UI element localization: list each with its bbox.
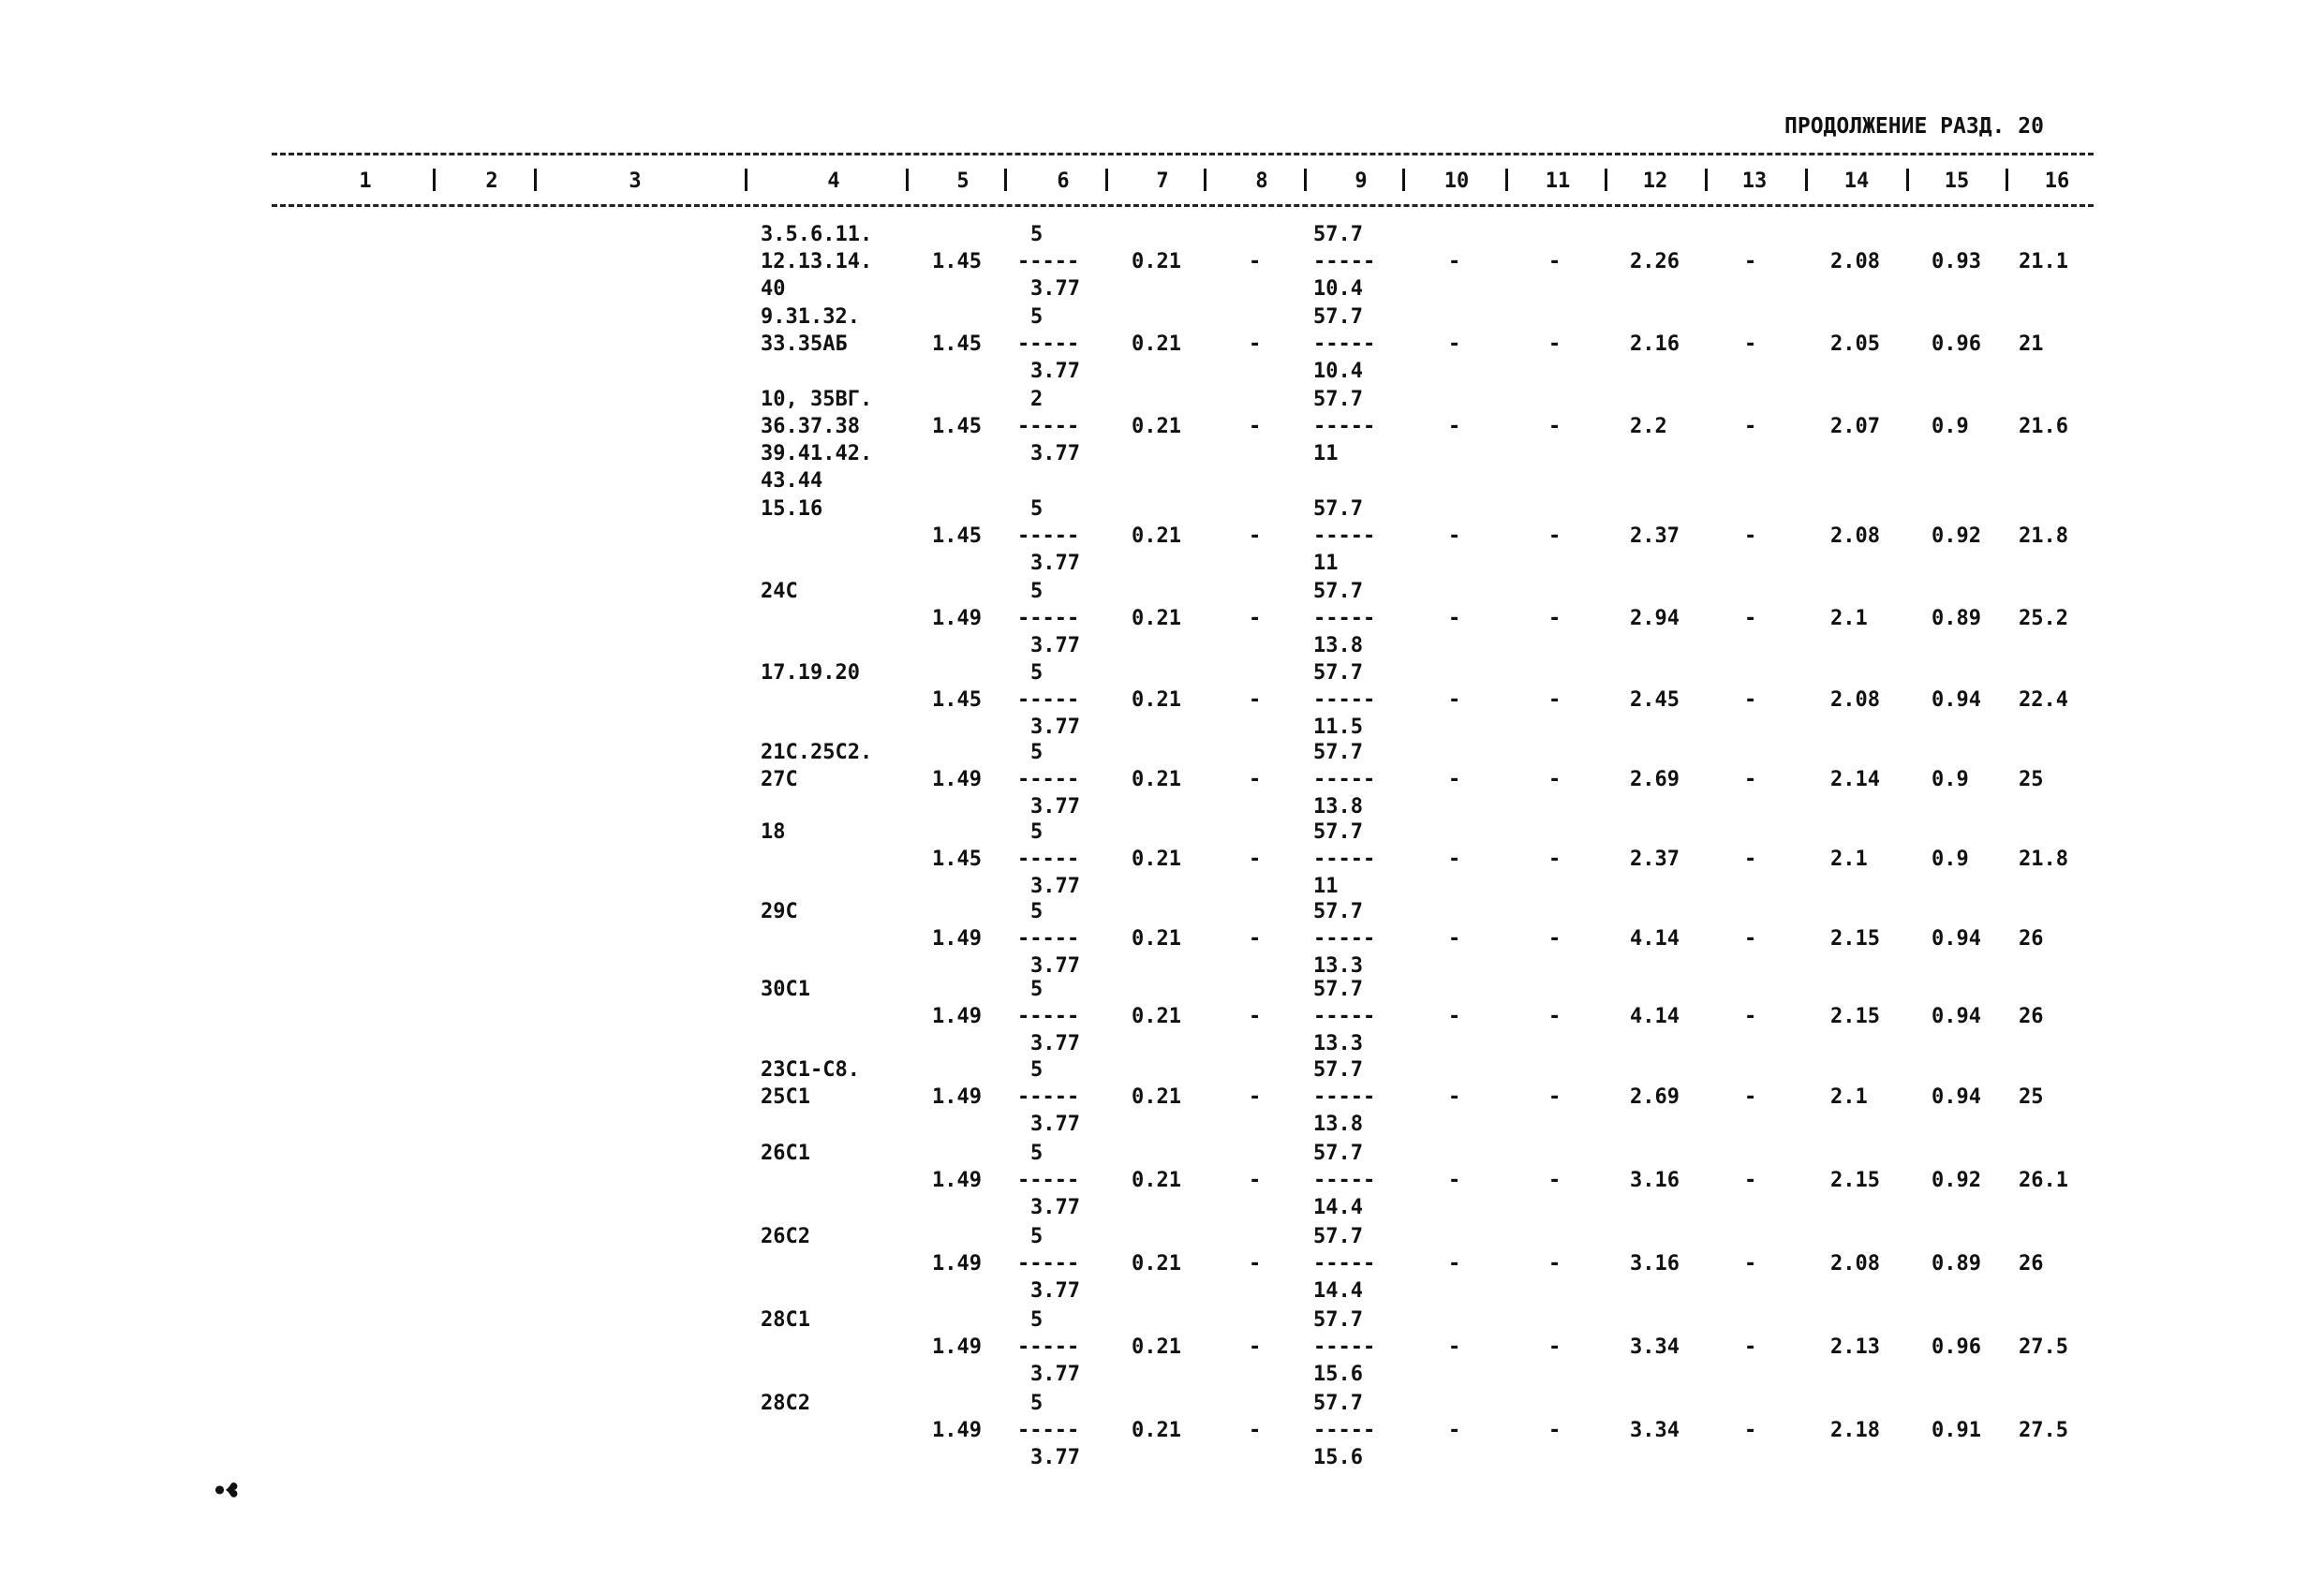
cell-col6-fraction-bar: ----- xyxy=(1017,1335,1080,1359)
column-header-6: 6 xyxy=(1057,170,1070,193)
cell-col10: - xyxy=(1448,688,1461,712)
cell-col11: - xyxy=(1548,927,1562,951)
cell-col16: 26.1 xyxy=(2019,1169,2068,1192)
cell-col16: 26 xyxy=(2019,1005,2044,1028)
cell-col7: 0.21 xyxy=(1132,415,1181,438)
cell-col16: 21.8 xyxy=(2019,848,2068,871)
cell-col4-line: 43.44 xyxy=(761,469,823,493)
cell-col16: 21 xyxy=(2019,332,2044,356)
cell-col9-numerator: 57.7 xyxy=(1313,497,1363,521)
cell-col9-numerator: 57.7 xyxy=(1313,1225,1363,1248)
column-separator xyxy=(745,169,748,191)
cell-col13: - xyxy=(1744,848,1757,871)
cell-col14: 2.15 xyxy=(1830,1005,1880,1028)
cell-col16: 21.8 xyxy=(2019,524,2068,548)
cell-col9-numerator: 57.7 xyxy=(1313,978,1363,1001)
cell-col6-fraction-bar: ----- xyxy=(1017,768,1080,791)
cell-col6-fraction-bar: ----- xyxy=(1017,607,1080,630)
column-header-12: 12 xyxy=(1642,170,1668,193)
cell-col10: - xyxy=(1448,524,1461,548)
column-header-1: 1 xyxy=(359,170,372,193)
column-separator xyxy=(2006,169,2008,191)
cell-col5: 1.45 xyxy=(932,848,982,871)
cell-col10: - xyxy=(1448,1252,1461,1276)
cell-col7: 0.21 xyxy=(1132,1169,1181,1192)
column-header-4: 4 xyxy=(827,170,840,193)
cell-col13: - xyxy=(1744,415,1757,438)
cell-col9-fraction-bar: ----- xyxy=(1313,1085,1376,1109)
cell-col6-denominator: 3.77 xyxy=(1030,1196,1080,1219)
cell-col9-fraction-bar: ----- xyxy=(1313,927,1376,951)
cell-col6-fraction-bar: ----- xyxy=(1017,1005,1080,1028)
cell-col8: - xyxy=(1249,1005,1262,1028)
cell-col5: 1.49 xyxy=(932,1005,982,1028)
cell-col9-numerator: 57.7 xyxy=(1313,305,1363,329)
cell-col11: - xyxy=(1548,1252,1562,1276)
cell-col9-denominator: 14.4 xyxy=(1313,1196,1363,1219)
cell-col4-line: 40 xyxy=(761,277,786,301)
cell-col6-numerator: 5 xyxy=(1030,223,1044,246)
cell-col6-numerator: 5 xyxy=(1030,497,1044,521)
column-separator xyxy=(906,169,909,191)
cell-col15: 0.94 xyxy=(1932,1085,1981,1109)
cell-col9-fraction-bar: ----- xyxy=(1313,415,1376,438)
column-separator xyxy=(1304,169,1307,191)
column-header-9: 9 xyxy=(1354,170,1368,193)
cell-col9-denominator: 11 xyxy=(1313,552,1339,575)
column-separator xyxy=(1805,169,1808,191)
cell-col9-denominator: 13.8 xyxy=(1313,795,1363,819)
column-header-7: 7 xyxy=(1156,170,1169,193)
cell-col6-numerator: 5 xyxy=(1030,580,1044,603)
cell-col12: 2.16 xyxy=(1630,332,1680,356)
cell-col7: 0.21 xyxy=(1132,250,1181,273)
column-separator xyxy=(1204,169,1206,191)
cell-col6-fraction-bar: ----- xyxy=(1017,927,1080,951)
cell-col8: - xyxy=(1249,415,1262,438)
cell-col14: 2.13 xyxy=(1830,1335,1880,1359)
cell-col10: - xyxy=(1448,927,1461,951)
cell-col5: 1.45 xyxy=(932,524,982,548)
cell-col9-denominator: 10.4 xyxy=(1313,277,1363,301)
cell-col5: 1.49 xyxy=(932,1335,982,1359)
cell-col15: 0.92 xyxy=(1932,524,1981,548)
cell-col5: 1.49 xyxy=(932,1419,982,1442)
cell-col4-line: 12.13.14. xyxy=(761,250,873,273)
cell-col8: - xyxy=(1249,848,1262,871)
column-header-13: 13 xyxy=(1741,170,1768,193)
cell-col6-numerator: 5 xyxy=(1030,1058,1044,1082)
cell-col9-fraction-bar: ----- xyxy=(1313,1419,1376,1442)
cell-col11: - xyxy=(1548,607,1562,630)
column-separator xyxy=(1505,169,1508,191)
cell-col6-numerator: 5 xyxy=(1030,305,1044,329)
cell-col8: - xyxy=(1249,688,1262,712)
cell-col10: - xyxy=(1448,848,1461,871)
cell-col14: 2.15 xyxy=(1830,1169,1880,1192)
cell-col6-fraction-bar: ----- xyxy=(1017,1169,1080,1192)
cell-col6-fraction-bar: ----- xyxy=(1017,1252,1080,1276)
cell-col6-numerator: 5 xyxy=(1030,978,1044,1001)
cell-col8: - xyxy=(1249,607,1262,630)
cell-col8: - xyxy=(1249,927,1262,951)
cell-col5: 1.49 xyxy=(932,927,982,951)
cell-col6-numerator: 5 xyxy=(1030,661,1044,685)
cell-col13: - xyxy=(1744,1335,1757,1359)
cell-col14: 2.08 xyxy=(1830,1252,1880,1276)
cell-col7: 0.21 xyxy=(1132,848,1181,871)
cell-col8: - xyxy=(1249,1252,1262,1276)
column-separator xyxy=(534,169,537,191)
cell-col14: 2.1 xyxy=(1830,607,1868,630)
cell-col13: - xyxy=(1744,1005,1757,1028)
cell-col7: 0.21 xyxy=(1132,768,1181,791)
cell-col6-numerator: 5 xyxy=(1030,900,1044,923)
cell-col5: 1.45 xyxy=(932,688,982,712)
cell-col14: 2.1 xyxy=(1830,1085,1868,1109)
cell-col12: 4.14 xyxy=(1630,927,1680,951)
cell-col12: 2.69 xyxy=(1630,768,1680,791)
cell-col7: 0.21 xyxy=(1132,1252,1181,1276)
cell-col15: 0.9 xyxy=(1932,848,1969,871)
cell-col4-line: 24С xyxy=(761,580,798,603)
cell-col7: 0.21 xyxy=(1132,607,1181,630)
cell-col6-numerator: 5 xyxy=(1030,1392,1044,1415)
cell-col11: - xyxy=(1548,332,1562,356)
cell-col4-line: 28С1 xyxy=(761,1308,810,1332)
cell-col7: 0.21 xyxy=(1132,332,1181,356)
cell-col9-denominator: 11.5 xyxy=(1313,715,1363,739)
cell-col11: - xyxy=(1548,1085,1562,1109)
cell-col12: 2.94 xyxy=(1630,607,1680,630)
cell-col12: 3.16 xyxy=(1630,1252,1680,1276)
cell-col15: 0.9 xyxy=(1932,768,1969,791)
cell-col5: 1.45 xyxy=(932,250,982,273)
cell-col9-denominator: 13.8 xyxy=(1313,1113,1363,1136)
cell-col9-numerator: 57.7 xyxy=(1313,820,1363,844)
cell-col4-line: 26С2 xyxy=(761,1225,810,1248)
cell-col13: - xyxy=(1744,524,1757,548)
cell-col9-denominator: 15.6 xyxy=(1313,1363,1363,1386)
cell-col16: 21.1 xyxy=(2019,250,2068,273)
cell-col10: - xyxy=(1448,1335,1461,1359)
column-header-3: 3 xyxy=(629,170,642,193)
cell-col9-fraction-bar: ----- xyxy=(1313,524,1376,548)
cell-col10: - xyxy=(1448,1085,1461,1109)
cell-col16: 25 xyxy=(2019,768,2044,791)
cell-col11: - xyxy=(1548,1169,1562,1192)
cell-col5: 1.49 xyxy=(932,607,982,630)
cell-col9-denominator: 15.6 xyxy=(1313,1446,1363,1469)
cell-col15: 0.89 xyxy=(1932,1252,1981,1276)
cell-col7: 0.21 xyxy=(1132,1085,1181,1109)
cell-col15: 0.93 xyxy=(1932,250,1981,273)
cell-col6-denominator: 3.77 xyxy=(1030,360,1080,383)
cell-col6-denominator: 3.77 xyxy=(1030,1032,1080,1055)
cell-col13: - xyxy=(1744,1252,1757,1276)
cell-col16: 21.6 xyxy=(2019,415,2068,438)
cell-col8: - xyxy=(1249,1169,1262,1192)
cell-col4-line: 27С xyxy=(761,768,798,791)
cell-col15: 0.89 xyxy=(1932,607,1981,630)
cell-col11: - xyxy=(1548,250,1562,273)
cell-col9-fraction-bar: ----- xyxy=(1313,688,1376,712)
column-header-16: 16 xyxy=(2044,170,2070,193)
cell-col14: 2.08 xyxy=(1830,524,1880,548)
cell-col6-denominator: 3.77 xyxy=(1030,277,1080,301)
cell-col9-fraction-bar: ----- xyxy=(1313,332,1376,356)
cell-col10: - xyxy=(1448,250,1461,273)
column-header-10: 10 xyxy=(1443,170,1470,193)
cell-col8: - xyxy=(1249,1085,1262,1109)
cell-col12: 2.37 xyxy=(1630,848,1680,871)
cell-col6-numerator: 5 xyxy=(1030,820,1044,844)
cell-col13: - xyxy=(1744,688,1757,712)
column-header-11: 11 xyxy=(1545,170,1571,193)
cell-col4-line: 26С1 xyxy=(761,1142,810,1165)
cell-col6-numerator: 5 xyxy=(1030,1225,1044,1248)
cell-col5: 1.45 xyxy=(932,332,982,356)
cell-col10: - xyxy=(1448,1005,1461,1028)
cell-col12: 2.37 xyxy=(1630,524,1680,548)
cell-col5: 1.49 xyxy=(932,1252,982,1276)
cell-col14: 2.05 xyxy=(1830,332,1880,356)
cell-col6-denominator: 3.77 xyxy=(1030,795,1080,819)
cell-col9-fraction-bar: ----- xyxy=(1313,1005,1376,1028)
cell-col9-numerator: 57.7 xyxy=(1313,1058,1363,1082)
column-separator xyxy=(1105,169,1108,191)
cell-col6-numerator: 5 xyxy=(1030,1142,1044,1165)
column-header-14: 14 xyxy=(1843,170,1870,193)
cell-col16: 26 xyxy=(2019,1252,2044,1276)
cell-col15: 0.96 xyxy=(1932,332,1981,356)
cell-col12: 2.45 xyxy=(1630,688,1680,712)
cell-col7: 0.21 xyxy=(1132,927,1181,951)
cell-col13: - xyxy=(1744,1169,1757,1192)
cell-col9-fraction-bar: ----- xyxy=(1313,1252,1376,1276)
cell-col6-denominator: 3.77 xyxy=(1030,1279,1080,1303)
cell-col13: - xyxy=(1744,768,1757,791)
cell-col9-denominator: 11 xyxy=(1313,875,1339,898)
cell-col13: - xyxy=(1744,1085,1757,1109)
cell-col6-denominator: 3.77 xyxy=(1030,1113,1080,1136)
cell-col6-fraction-bar: ----- xyxy=(1017,1419,1080,1442)
column-header-2: 2 xyxy=(485,170,498,193)
cell-col8: - xyxy=(1249,1335,1262,1359)
cell-col7: 0.21 xyxy=(1132,688,1181,712)
cell-col4-line: 23С1-С8. xyxy=(761,1058,860,1082)
cell-col6-denominator: 3.77 xyxy=(1030,442,1080,465)
column-separator xyxy=(1705,169,1708,191)
cell-col4-line: 29С xyxy=(761,900,798,923)
cell-col6-denominator: 3.77 xyxy=(1030,954,1080,978)
cell-col6-fraction-bar: ----- xyxy=(1017,524,1080,548)
cell-col6-numerator: 5 xyxy=(1030,741,1044,764)
cell-col13: - xyxy=(1744,1419,1757,1442)
cell-col5: 1.49 xyxy=(932,1085,982,1109)
cell-col10: - xyxy=(1448,1169,1461,1192)
cell-col6-denominator: 3.77 xyxy=(1030,634,1080,657)
cell-col9-numerator: 57.7 xyxy=(1313,580,1363,603)
cell-col9-fraction-bar: ----- xyxy=(1313,1335,1376,1359)
column-separator xyxy=(1402,169,1405,191)
cell-col15: 0.94 xyxy=(1932,1005,1981,1028)
cell-col10: - xyxy=(1448,607,1461,630)
cell-col9-fraction-bar: ----- xyxy=(1313,848,1376,871)
cell-col9-numerator: 57.7 xyxy=(1313,661,1363,685)
cell-col8: - xyxy=(1249,250,1262,273)
cell-col9-fraction-bar: ----- xyxy=(1313,768,1376,791)
cell-col10: - xyxy=(1448,768,1461,791)
cell-col4-line: 17.19.20 xyxy=(761,661,860,685)
cell-col16: 25 xyxy=(2019,1085,2044,1109)
cell-col11: - xyxy=(1548,1335,1562,1359)
cell-col14: 2.08 xyxy=(1830,250,1880,273)
cell-col16: 27.5 xyxy=(2019,1419,2068,1442)
cell-col7: 0.21 xyxy=(1132,1335,1181,1359)
cell-col4-line: 15.16 xyxy=(761,497,823,521)
cell-col16: 25.2 xyxy=(2019,607,2068,630)
cell-col9-denominator: 10.4 xyxy=(1313,360,1363,383)
cell-col14: 2.1 xyxy=(1830,848,1868,871)
cell-col9-numerator: 57.7 xyxy=(1313,223,1363,246)
column-separator xyxy=(1906,169,1909,191)
cell-col11: - xyxy=(1548,848,1562,871)
cell-col12: 2.2 xyxy=(1630,415,1667,438)
cell-col11: - xyxy=(1548,1005,1562,1028)
cell-col10: - xyxy=(1448,1419,1461,1442)
cell-col9-numerator: 57.7 xyxy=(1313,388,1363,411)
cell-col6-denominator: 3.77 xyxy=(1030,1363,1080,1386)
cell-col8: - xyxy=(1249,332,1262,356)
cell-col4-line: 36.37.38 xyxy=(761,415,860,438)
cell-col6-denominator: 3.77 xyxy=(1030,875,1080,898)
column-header-15: 15 xyxy=(1944,170,1970,193)
table-top-rule xyxy=(272,153,2094,155)
cell-col12: 4.14 xyxy=(1630,1005,1680,1028)
cell-col10: - xyxy=(1448,332,1461,356)
cell-col9-denominator: 14.4 xyxy=(1313,1279,1363,1303)
cell-col8: - xyxy=(1249,768,1262,791)
cell-col6-denominator: 3.77 xyxy=(1030,1446,1080,1469)
cell-col11: - xyxy=(1548,524,1562,548)
cell-col14: 2.07 xyxy=(1830,415,1880,438)
cell-col12: 2.26 xyxy=(1630,250,1680,273)
table-header-bottom-rule xyxy=(272,204,2094,207)
cell-col9-fraction-bar: ----- xyxy=(1313,250,1376,273)
column-header-8: 8 xyxy=(1255,170,1268,193)
cell-col6-fraction-bar: ----- xyxy=(1017,415,1080,438)
cell-col4-line: 18 xyxy=(761,820,786,844)
cell-col9-numerator: 57.7 xyxy=(1313,900,1363,923)
cell-col5: 1.49 xyxy=(932,768,982,791)
cell-col13: - xyxy=(1744,607,1757,630)
cell-col4-line: 30С1 xyxy=(761,978,810,1001)
cell-col15: 0.9 xyxy=(1932,415,1969,438)
cell-col15: 0.94 xyxy=(1932,688,1981,712)
cell-col7: 0.21 xyxy=(1132,1419,1181,1442)
cell-col9-denominator: 11 xyxy=(1313,442,1339,465)
cell-col4-line: 3.5.6.11. xyxy=(761,223,873,246)
cell-col9-numerator: 57.7 xyxy=(1313,1392,1363,1415)
cell-col13: - xyxy=(1744,332,1757,356)
cell-col16: 22.4 xyxy=(2019,688,2068,712)
column-header-5: 5 xyxy=(956,170,970,193)
cell-col5: 1.45 xyxy=(932,415,982,438)
cell-col9-numerator: 57.7 xyxy=(1313,1142,1363,1165)
cell-col9-fraction-bar: ----- xyxy=(1313,1169,1376,1192)
cell-col16: 27.5 xyxy=(2019,1335,2068,1359)
cell-col6-denominator: 3.77 xyxy=(1030,552,1080,575)
section-continuation-title: ПРОДОЛЖЕНИЕ РАЗД. 20 xyxy=(1784,114,2044,139)
cell-col10: - xyxy=(1448,415,1461,438)
cell-col14: 2.08 xyxy=(1830,688,1880,712)
page-number-mark: ❣ xyxy=(207,1479,249,1501)
cell-col6-denominator: 3.77 xyxy=(1030,715,1080,739)
cell-col14: 2.18 xyxy=(1830,1419,1880,1442)
cell-col9-denominator: 13.3 xyxy=(1313,954,1363,978)
cell-col6-fraction-bar: ----- xyxy=(1017,250,1080,273)
cell-col4-line: 10, 35ВГ. xyxy=(761,388,873,411)
cell-col9-denominator: 13.8 xyxy=(1313,634,1363,657)
cell-col4-line: 33.35АБ xyxy=(761,332,848,356)
cell-col11: - xyxy=(1548,768,1562,791)
cell-col6-numerator: 5 xyxy=(1030,1308,1044,1332)
cell-col4-line: 28С2 xyxy=(761,1392,810,1415)
column-separator xyxy=(433,169,436,191)
cell-col6-fraction-bar: ----- xyxy=(1017,848,1080,871)
cell-col4-line: 21С.25С2. xyxy=(761,741,873,764)
cell-col8: - xyxy=(1249,1419,1262,1442)
cell-col12: 2.69 xyxy=(1630,1085,1680,1109)
cell-col6-numerator: 2 xyxy=(1030,388,1044,411)
cell-col15: 0.92 xyxy=(1932,1169,1981,1192)
cell-col6-fraction-bar: ----- xyxy=(1017,688,1080,712)
cell-col14: 2.14 xyxy=(1830,768,1880,791)
cell-col6-fraction-bar: ----- xyxy=(1017,332,1080,356)
cell-col16: 26 xyxy=(2019,927,2044,951)
cell-col7: 0.21 xyxy=(1132,1005,1181,1028)
cell-col15: 0.96 xyxy=(1932,1335,1981,1359)
cell-col13: - xyxy=(1744,927,1757,951)
cell-col6-fraction-bar: ----- xyxy=(1017,1085,1080,1109)
cell-col4-line: 39.41.42. xyxy=(761,442,873,465)
cell-col14: 2.15 xyxy=(1830,927,1880,951)
cell-col9-denominator: 13.3 xyxy=(1313,1032,1363,1055)
cell-col11: - xyxy=(1548,415,1562,438)
cell-col13: - xyxy=(1744,250,1757,273)
cell-col15: 0.91 xyxy=(1932,1419,1981,1442)
cell-col11: - xyxy=(1548,688,1562,712)
column-separator xyxy=(1605,169,1607,191)
cell-col7: 0.21 xyxy=(1132,524,1181,548)
cell-col4-line: 9.31.32. xyxy=(761,305,860,329)
cell-col5: 1.49 xyxy=(932,1169,982,1192)
cell-col12: 3.34 xyxy=(1630,1419,1680,1442)
cell-col12: 3.16 xyxy=(1630,1169,1680,1192)
column-separator xyxy=(1004,169,1007,191)
cell-col15: 0.94 xyxy=(1932,927,1981,951)
cell-col9-numerator: 57.7 xyxy=(1313,1308,1363,1332)
cell-col12: 3.34 xyxy=(1630,1335,1680,1359)
cell-col9-numerator: 57.7 xyxy=(1313,741,1363,764)
cell-col8: - xyxy=(1249,524,1262,548)
cell-col11: - xyxy=(1548,1419,1562,1442)
cell-col9-fraction-bar: ----- xyxy=(1313,607,1376,630)
cell-col4-line: 25С1 xyxy=(761,1085,810,1109)
